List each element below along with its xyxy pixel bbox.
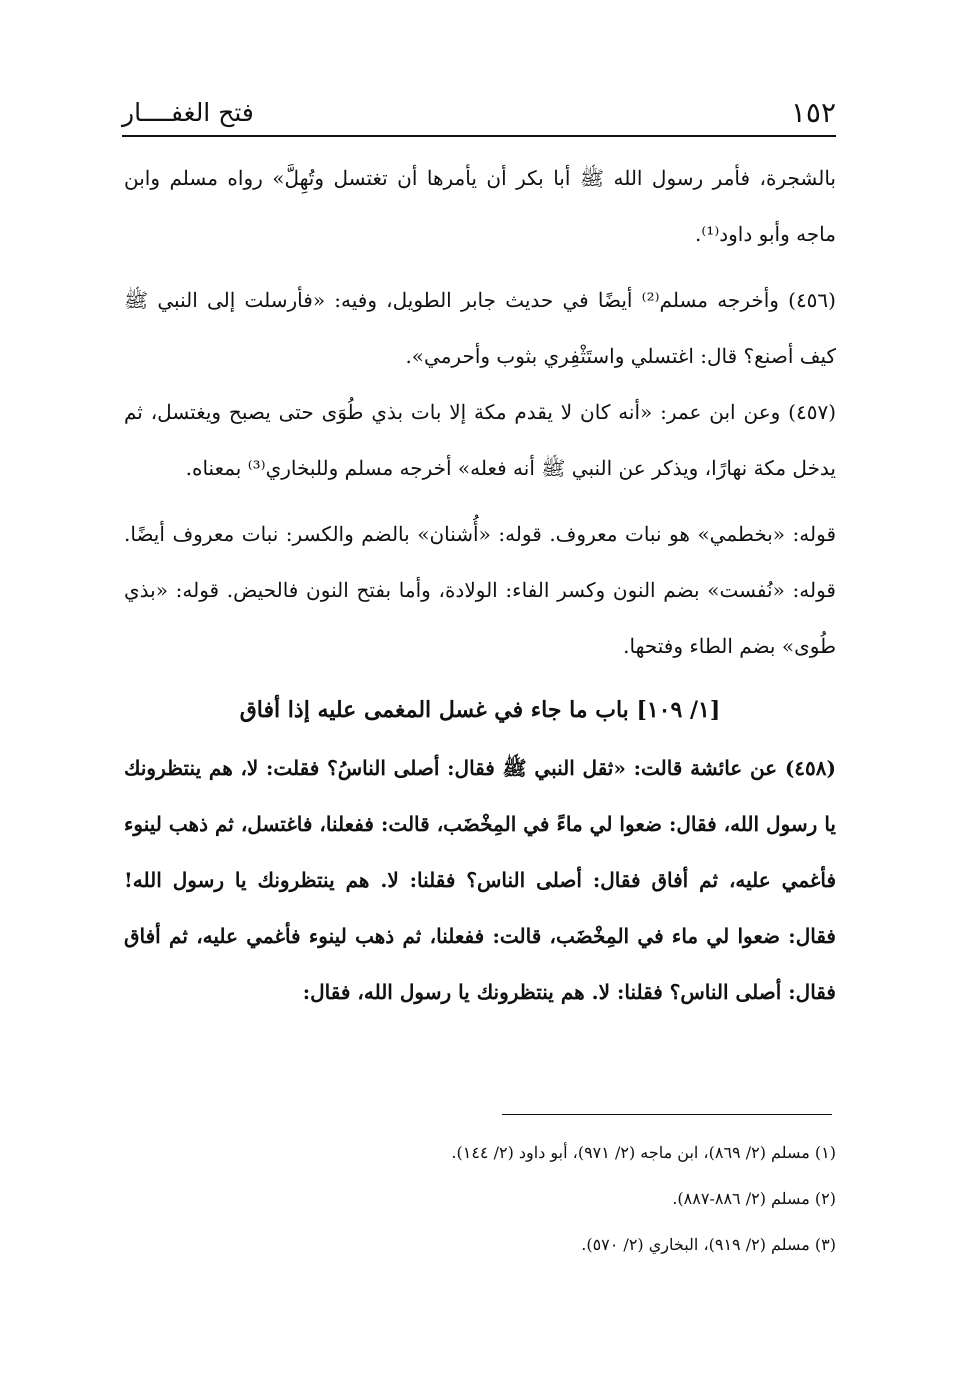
paragraph-continuation: بالشجرة، فأمر رسول الله ﷺ أبا بكر أن يأمرها أن تغتسل وتُهِلَّ» رواه مسلم وابن ماجه وأبو داود⁽¹⁾. xyxy=(124,166,836,246)
running-header xyxy=(122,96,836,136)
hadith-458: (٤٥٨) عن عائشة قالت: «ثقل النبي ﷺ فقال: أصلى الناسُ؟ فقلت: لا، هم ينتظرونك يا رسول الله، فقال: ضعوا لي ماءً في المِخْضَب، قالت: ففعلنا، فاغتسل، ثم ذهب لينوء فأغمي عليه، ثم أفاق فقال: أصلى الناس؟ فقلنا: لا. هم ينتظرونك يا رسول الله! فقال: ضعوا لي ماء في المِخْضَب، قالت: ففعلنا، ثم ذهب لينوء فأغمي عليه، ثم أفاق فقال: أصلى الناس؟ فقلنا: لا. هم ينتظرونك يا رسول الله، فقال: xyxy=(124,756,836,1004)
footnote-2: (٢) مسلم (٢/ ٨٨٦-٨٨٧). xyxy=(672,1189,836,1208)
chapter-heading: [١/ ١٠٩] باب ما جاء في غسل المغمى عليه إذا أفاق xyxy=(239,697,721,723)
commentary-paragraph: قوله: «بخطمي» هو نبات معروف. قوله: «أُشنان» بالضم والكسر: نبات معروف أيضًا. قوله: «نُفست» بضم النون وكسر الفاء: الولادة، وأما بفتح النون فالحيض. قوله: «بذي طُوى» بضم الطاء وفتحها. xyxy=(124,522,836,658)
page-number: ١٥٢ xyxy=(790,96,836,129)
hadith-457: (٤٥٧) وعن ابن عمر: «أنه كان لا يقدم مكة إلا بات بذي طُوَى حتى يصبح ويغتسل، ثم يدخل مكة نهارًا، ويذكر عن النبي ﷺ أنه فعله» أخرجه مسلم وللبخاري⁽³⁾ بمعناه. xyxy=(124,400,836,480)
hadith-456: (٤٥٦) وأخرجه مسلم⁽²⁾ أيضًا في حديث جابر الطويل، وفيه: «فأرسلت إلى النبي ﷺ كيف أصنع؟ قال: اغتسلي واستَثْفِري بثوب وأحرمي». xyxy=(124,288,836,368)
footnotes xyxy=(124,1130,836,1268)
footnote-1: (١) مسلم (٢/ ٨٦٩)، ابن ماجه (٢/ ٩٧١)، أبو داود (٢/ ١٤٤). xyxy=(451,1143,836,1162)
footnote-rule xyxy=(502,1114,832,1115)
book-title: فتح الغفــــار xyxy=(122,98,254,127)
header-rule xyxy=(122,135,836,137)
main-text xyxy=(124,150,836,1020)
footnote-3: (٣) مسلم (٢/ ٩١٩)، البخاري (٢/ ٥٧٠). xyxy=(581,1235,836,1254)
